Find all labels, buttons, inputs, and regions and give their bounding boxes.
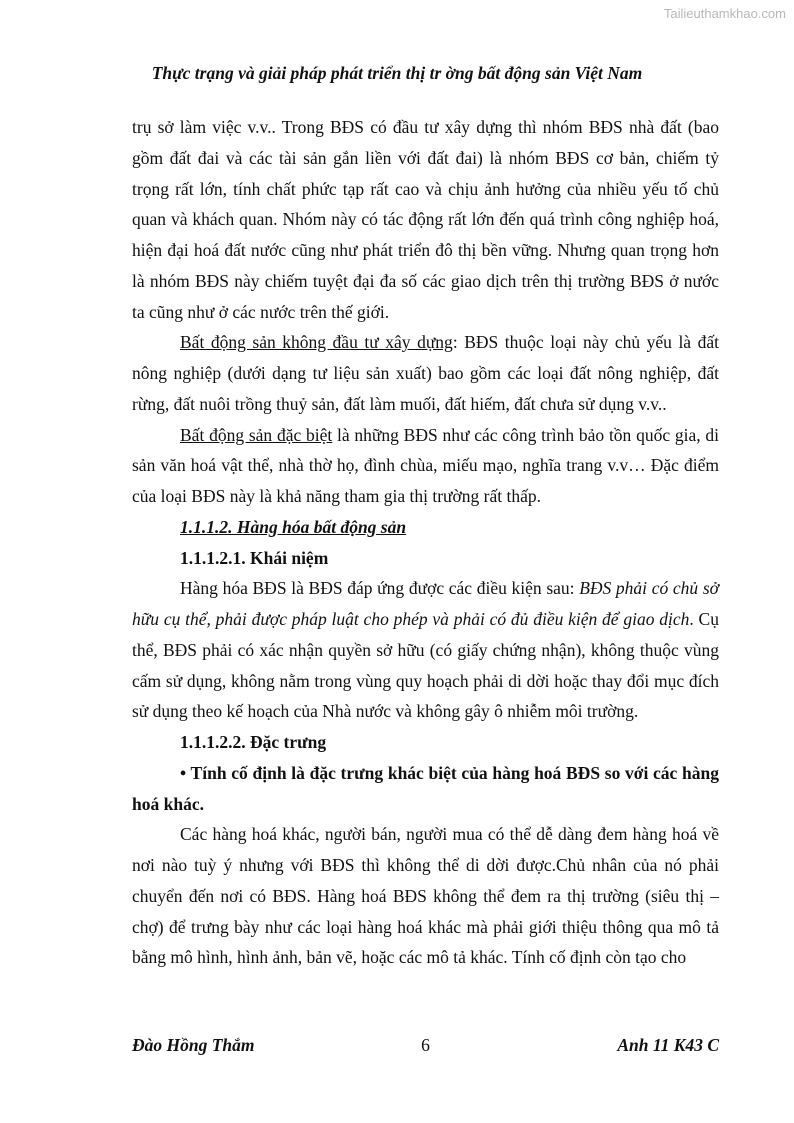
paragraph-text: : BĐS thuộc loại này chủ yếu là đất nông nghiệp (dưới dạng tư liệu sản xuất) bao gồm các loại đất nông nghiệp, đất rừng, đất nuôi trồng thuỷ sản, đất làm muối, đất hiếm, đất chưa sử dụng v.v.. [132,332,719,414]
paragraph-text: Hàng hóa BĐS là BĐS đáp ứng được các điều kiện sau: [180,578,580,599]
defined-term: Bất động sản không đầu tư xây dựng [180,332,453,353]
section-heading-text: 1.1.1.2. Hàng hóa bất động sản [180,516,407,537]
document-body [132,112,719,973]
footer-author: Đào Hồng Thắm [132,1035,255,1055]
subsection-heading: 1.1.1.2.2. Đặc trưng [180,732,327,752]
section-heading [132,512,719,543]
bullet-icon: • [180,762,187,783]
paragraph-text: là những BĐS như các công trình bảo tồn quốc gia, di sản văn hoá vật thể, nhà thờ họ, đình chùa, miếu mạo, nghĩa trang v.v… Đặc điểm của loại BĐS này là khả năng tham gia thị trường rất thấp. [132,424,719,506]
defined-term: Bất động sản đặc biệt [180,424,333,445]
paragraph [132,420,719,512]
watermark: Tailieuthamkhao.com [663,6,786,21]
bullet-item [132,758,719,820]
emphasis-text: BĐS phải có chủ sở hữu cụ thể, phải được pháp luật cho phép và phải có đủ điều kiện để giao dịch [132,578,719,629]
subsection-heading: 1.1.1.2.1. Khái niệm [180,547,329,568]
paragraph-text: . Cụ thể, BĐS phải có xác nhận quyền sở hữu (có giấy chứng nhận), không thuộc vùng cấm sử dụng, không nằm trong vùng quy hoạch phải di dời hoặc thay đổi mục đích sử dụng theo kế hoạch của Nhà nước và không gây ô nhiễm môi trường. [132,609,719,722]
paragraph [132,327,719,419]
footer-class: Anh 11 K43 C [617,1035,719,1055]
running-header: Thực trạng và giải pháp phát triển thị tr ờng bất động sản Việt Nam [151,63,643,83]
paragraph [132,573,719,727]
page-number: 6 [421,1035,430,1055]
page-footer [132,1035,719,1061]
paragraph: Các hàng hoá khác, người bán, người mua có thể dễ dàng đem hàng hoá về nơi nào tuỳ ý nhưng với BĐS thì không thể di dời được.Chủ nhân của nó phải chuyển đến nơi có BĐS. Hàng hoá BĐS không thể đem ra thị trường (siêu thị – chợ) để trưng bày như các loại hàng hoá khác mà phải giới thiệu thông qua mô tả bằng mô hình, hình ảnh, bản vẽ, hoặc các mô tả khác. Tính cố định còn tạo cho [132,824,719,968]
bullet-text: Tính cố định là đặc trưng khác biệt của hàng hoá BĐS so với các hàng hoá khác. [132,762,720,814]
paragraph: trụ sở làm việc v.v.. Trong BĐS có đầu tư xây dựng thì nhóm BĐS nhà đất (bao gồm đất đai và các tài sản gắn liền với đất đai) là nhóm BĐS cơ bản, chiếm tỷ trọng rất lớn, tính chất phức tạp rất cao và chịu ảnh hưởng của nhiều yếu tố chủ quan và khách quan. Nhóm này có tác động rất lớn đến quá trình công nghiệp hoá, hiện đại hoá đất nước cũng như phát triển đô thị bền vững. Nhưng quan trọng hơn là nhóm BĐS này chiếm tuyệt đại đa số các giao dịch trên thị trường BĐS ở nước ta cũng như ở các nước trên thế giới. [132,117,719,322]
